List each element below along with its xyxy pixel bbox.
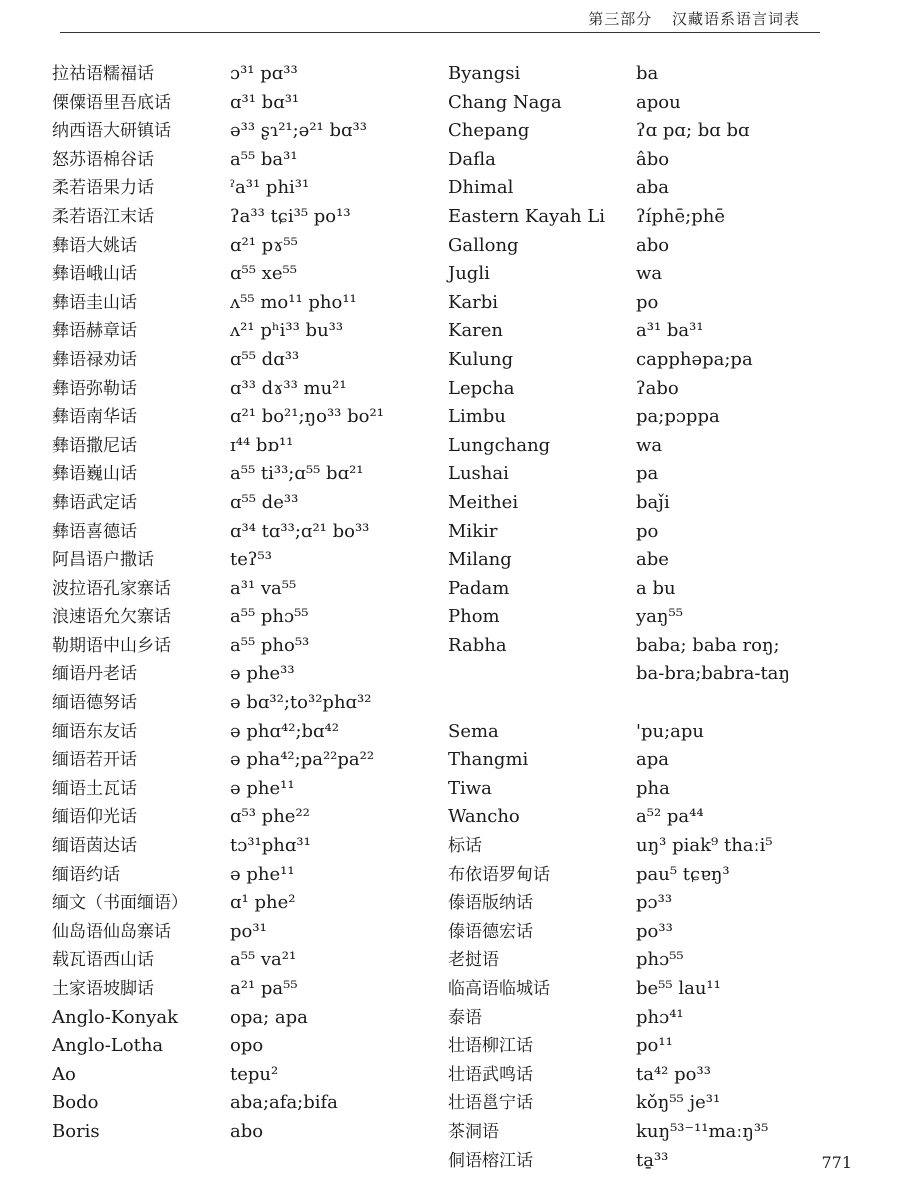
language-name: Bodo [52,1092,99,1114]
entry-row [52,489,412,518]
language-name: Karbi [448,291,499,313]
language-name: 缅语仰光话 [52,807,137,828]
word-form: ʌ⁵⁵ mo¹¹ pho¹¹ [230,291,357,313]
language-name: 彝语武定话 [52,492,137,513]
language-name: 缅语茵达话 [52,836,137,857]
word-form: abo [230,1120,264,1142]
word-form: tepu² [230,1063,279,1085]
language-name: 彝语大姚话 [52,235,137,256]
entry-row [52,432,412,461]
language-name: 缅语若开话 [52,750,137,771]
word-form: baba; baba roŋ; [636,634,780,656]
language-name: 缅语约话 [52,864,120,885]
entry-row [52,317,412,346]
language-name: 拉祜语糯福话 [52,64,154,84]
language-name: 壮语武鸣话 [448,1064,533,1085]
language-name: Lepcha [448,377,515,399]
language-name: 彝语喜德话 [52,521,137,542]
language-name: Karen [448,320,504,342]
word-form: ba [636,63,659,84]
language-name: Eastern Kayah Li [448,205,606,227]
word-form: be⁵⁵ lau¹¹ [636,978,721,999]
entry-row [52,546,412,575]
word-form: ʔɑ pɑ; bɑ bɑ [636,120,750,142]
entry-row [448,489,868,518]
word-form: ba-bra;babra-taŋ [636,663,791,685]
word-form: capphəpa;pa [636,348,753,370]
word-form: ə phe¹¹ [230,777,295,799]
entry-row [52,460,412,489]
entry-row [52,689,412,718]
language-name: Dhimal [448,177,514,199]
entry-row [52,1004,412,1033]
language-name: 壮语邕宁话 [448,1093,533,1114]
word-form: ʔíphē;phē [636,205,726,227]
language-name: 柔若语果力话 [52,178,154,199]
language-name: 彝语巍山话 [52,464,137,485]
entry-row [52,632,412,661]
language-name: 浪速语允欠寨话 [52,607,171,628]
entry-row [52,946,412,975]
entry-row [448,1004,868,1033]
word-form: âbo [636,148,670,170]
entry-row [448,289,868,318]
entry-row [448,146,868,175]
language-name: 仙岛语仙岛寨话 [52,921,171,942]
entry-row [52,518,412,547]
entry-row [52,718,412,747]
word-form: ɑ⁵⁵ xe⁵⁵ [230,263,297,285]
language-name: Boris [52,1120,100,1142]
language-name: Mikir [448,520,498,542]
word-form: tɔ³¹phɑ³¹ [230,835,311,857]
word-form: ɑ³³ dɤ³³ mu²¹ [230,377,347,399]
language-name: Dafla [448,148,496,170]
language-name: 彝语弥勒话 [52,378,137,399]
entry-row [52,1061,412,1090]
entry-row [52,575,412,604]
entry-row [52,746,412,775]
language-name: 壮语柳江话 [448,1036,533,1057]
entry-row [52,660,412,689]
language-name: Rabha [448,634,507,656]
entry-row [448,632,868,661]
word-form: ɑ²¹ pɤ⁵⁵ [230,234,298,256]
entry-row [448,1089,868,1118]
language-name: 老挝语 [448,950,499,971]
word-form: ɑ⁵⁵ dɑ³³ [230,348,300,370]
entry-row [52,203,412,232]
word-form: apou [636,91,681,113]
word-form: ˀa³¹ phi³¹ [230,177,310,199]
language-name: Tiwa [448,777,492,799]
language-name: 傣语德宏话 [448,921,533,942]
language-name: Gallong [448,234,519,256]
entry-row [52,1089,412,1118]
word-form: ta⁴² po³³ [636,1063,711,1085]
entry-row [52,889,412,918]
language-name: 缅语东友话 [52,721,137,742]
word-form: a⁵⁵ ti³³;ɑ⁵⁵ bɑ²¹ [230,463,364,485]
entry-row [52,232,412,261]
entry-row [448,546,868,575]
entry-row [448,861,868,890]
left-column [52,60,412,1147]
language-name: 缅语丹老话 [52,664,137,685]
running-header [574,8,800,29]
word-form: ɑ³¹ bɑ³¹ [230,91,300,113]
language-name: 波拉语孔家寨话 [52,578,171,599]
blank-line [448,689,868,718]
word-form: ɑ⁵³ phe²² [230,806,310,828]
entry-row [448,718,868,747]
word-form: aba [636,177,669,199]
entry-row [448,174,868,203]
language-name: 布依语罗甸话 [448,864,550,885]
language-name: Byangsi [448,63,521,84]
entry-row [52,89,412,118]
language-name: 侗语榕江话 [448,1150,533,1171]
language-name: 傈僳语里吾底话 [52,92,171,113]
language-name: 彝语南华话 [52,407,137,428]
word-form: ɑ⁵⁵ de³³ [230,491,299,513]
entry-row [52,403,412,432]
language-name: 载瓦语西山话 [52,950,154,971]
language-name: 彝语禄劝话 [52,349,137,370]
entry-row [52,60,412,89]
word-form: yaŋ⁵⁵ [636,606,683,628]
word-form: ʔabo [636,377,679,399]
word-form: ɑ¹ phe² [230,892,296,914]
entry-row [52,146,412,175]
language-name: 阿昌语户撒话 [52,550,154,571]
word-form: wa [636,434,663,456]
entry-row [448,918,868,947]
entry-row [448,603,868,632]
language-name: 怒苏语棉谷话 [52,149,154,170]
word-form: ə phɑ⁴²;bɑ⁴² [230,720,339,742]
entry-row [52,603,412,632]
entry-row [52,346,412,375]
word-form: po³³ [636,920,673,942]
word-form: ə phe¹¹ [230,863,295,885]
language-name: Meithei [448,491,519,513]
word-form: ə bɑ³²;to³²phɑ³² [230,692,372,714]
word-form: abo [636,234,670,256]
word-form: a⁵⁵ pho⁵³ [230,634,310,656]
header-part: 第三部分 [588,10,653,28]
entry-row [448,346,868,375]
language-name: 傣语版纳话 [448,893,533,914]
word-form: a³¹ va⁵⁵ [230,577,297,599]
language-name: 茶洞语 [448,1121,499,1142]
word-form: po¹¹ [636,1035,673,1057]
language-name: 临高语临城话 [448,979,550,999]
word-form: a bu [636,577,676,599]
entry-row [448,518,868,547]
language-name: 纳西语大研镇话 [52,121,171,142]
entry-row [52,832,412,861]
word-form: ʔa³³ tɕi³⁵ po¹³ [230,205,351,227]
language-name: Lungchang [448,434,551,456]
entry-row [448,375,868,404]
entry-row [52,975,412,1004]
word-form: phɔ⁴¹ [636,1006,684,1028]
language-name: Ao [52,1063,76,1085]
entry-row [448,889,868,918]
word-form: ɑ²¹ bo²¹;ŋo³³ bo²¹ [230,406,384,428]
entry-row [448,432,868,461]
entry-row [52,1118,412,1147]
language-name: Thangmi [448,749,529,771]
language-name: Milang [448,549,512,571]
word-form: ʌ²¹ pʰi³³ bu³³ [230,320,344,342]
language-name: 彝语峨山话 [52,264,137,285]
right-column [448,60,868,1175]
language-name: 泰语 [448,1007,482,1028]
word-form: aba;afa;bifa [230,1092,338,1114]
word-form: kuŋ⁵³⁻¹¹maːŋ³⁵ [636,1120,769,1142]
entry-row [448,746,868,775]
entry-row [52,918,412,947]
language-name: 缅语德努话 [52,693,137,714]
language-name: 缅文（书面缅语） [52,893,188,914]
entry-row [448,1118,868,1147]
language-name: Lushai [448,463,509,485]
word-form: a³¹ ba³¹ [636,320,704,342]
word-form: a⁵² pa⁴⁴ [636,806,704,828]
entry-row [448,946,868,975]
entry-row [52,803,412,832]
language-name: Chang Naga [448,91,562,113]
word-form: po [636,520,659,542]
entry-row [448,317,868,346]
entry-row [448,1061,868,1090]
entry-row [448,203,868,232]
entry-row [448,832,868,861]
language-name: 彝语圭山话 [52,292,137,313]
entry-row [52,1032,412,1061]
language-name: Anglo-Lotha [52,1035,164,1057]
entry-row [448,575,868,604]
word-form: po³¹ [230,920,267,942]
header-rule [60,32,820,33]
word-form: po [636,291,659,313]
word-form: 'pu;apu [636,720,704,742]
word-form: ə³³ ʂɿ²¹;ə²¹ bɑ³³ [230,120,367,142]
entry-row [448,975,868,1004]
language-name: 彝语撒尼话 [52,435,137,456]
word-form: opa; apa [230,1006,308,1028]
entry-row [52,260,412,289]
entry-row [448,1147,868,1176]
language-name: Kulung [448,348,514,370]
word-form: wa [636,263,663,285]
language-name: Sema [448,720,499,742]
word-form: pa;pɔppa [636,406,720,428]
entry-row [448,60,868,89]
word-form: ɑ³⁴ tɑ³³;ɑ²¹ bo³³ [230,520,370,542]
language-name: 勒期语中山乡话 [52,635,171,656]
word-form: pɔ³³ [636,892,673,914]
entry-row [448,232,868,261]
entry-row [448,775,868,804]
language-name: Padam [448,577,510,599]
entry-row [448,460,868,489]
word-form: baǰi [636,491,670,513]
entry-row [52,861,412,890]
language-name: Chepang [448,120,530,142]
entry-row [52,174,412,203]
word-form: a²¹ pa⁵⁵ [230,978,298,999]
entry-row [448,1032,868,1061]
language-name: Wancho [448,806,520,828]
language-name: Anglo-Konyak [52,1006,178,1028]
word-form: uŋ³ piak⁹ thaːi⁵ [636,835,773,857]
word-form: a⁵⁵ ba³¹ [230,148,298,170]
language-name: 土家语坡脚话 [52,979,154,999]
word-form: apa [636,749,669,771]
header-title: 汉藏语系语言词表 [671,10,800,28]
word-form: ə pha⁴²;pa²²pa²² [230,749,375,771]
word-form: a⁵⁵ va²¹ [230,949,297,971]
entry-row [52,375,412,404]
word-form: ta̱³³ [636,1149,669,1171]
word-form: pa [636,463,659,485]
language-name: Limbu [448,406,506,428]
language-name: 彝语赫章话 [52,321,137,342]
word-form: abe [636,549,669,571]
language-name: Jugli [448,263,490,285]
entry-row [448,803,868,832]
entry-row [448,403,868,432]
entry-row [52,289,412,318]
language-name: Phom [448,606,500,628]
entry-row [52,117,412,146]
page-number: 771 [821,1153,852,1172]
language-name: 标话 [448,836,482,857]
entry-row [448,260,868,289]
word-form: teʔ⁵³ [230,549,272,571]
word-form: opo [230,1035,264,1057]
word-form: pha [636,777,670,799]
word-form: ɔ³¹ pɑ³³ [230,63,298,84]
word-form: ə phe³³ [230,663,295,685]
entry-row [52,775,412,804]
entry-row [448,117,868,146]
entry-row [448,660,868,689]
word-form: phɔ⁵⁵ [636,949,684,971]
word-form: ɪ⁴⁴ bɒ¹¹ [230,434,294,456]
word-form: a⁵⁵ phɔ⁵⁵ [230,606,309,628]
language-name: 缅语土瓦话 [52,778,137,799]
language-name: 柔若语江末话 [52,206,154,227]
word-form: kǒŋ⁵⁵ je³¹ [636,1092,721,1114]
word-form: pau⁵ tɕɐŋ³ [636,863,730,885]
entry-row [448,89,868,118]
